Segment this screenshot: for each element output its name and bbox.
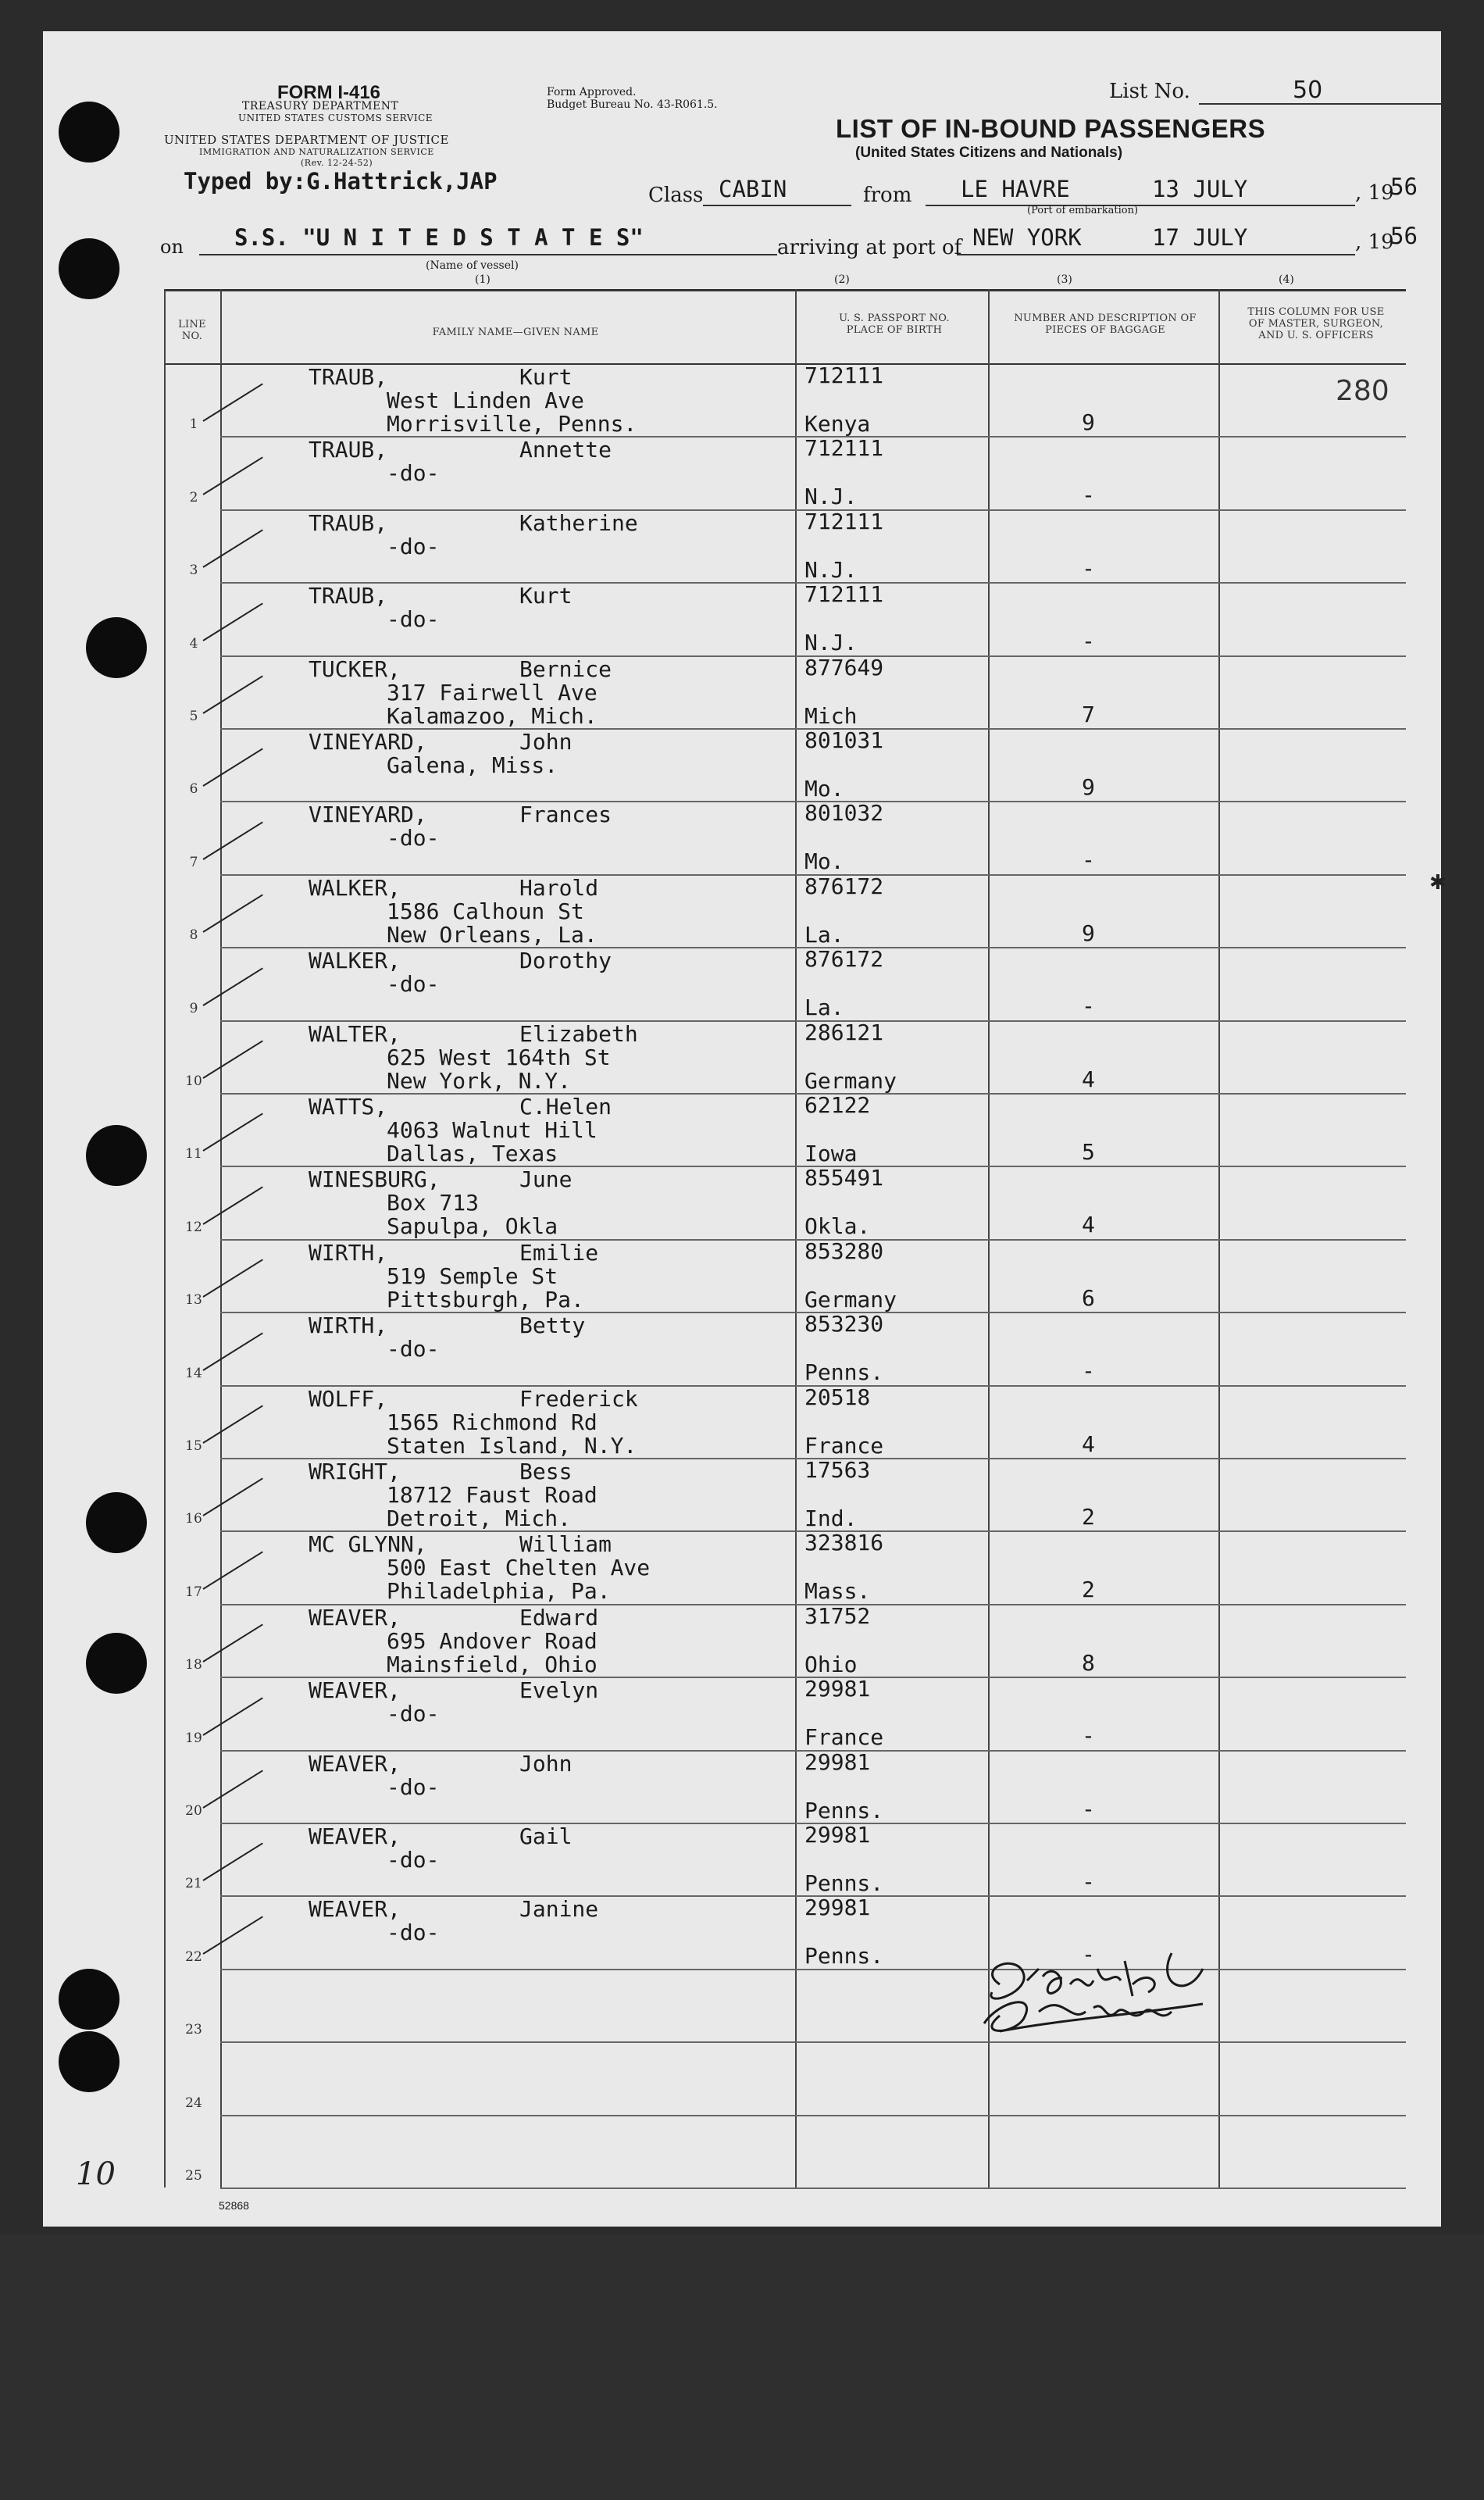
place-of-birth: Ohio	[804, 1651, 858, 1677]
baggage-count: -	[1082, 628, 1095, 655]
baggage-count: -	[1082, 482, 1095, 509]
baggage-count: -	[1082, 847, 1095, 873]
row-rule	[220, 2188, 1406, 2189]
check-tick-mark	[202, 1916, 262, 1954]
check-tick-mark	[202, 456, 262, 495]
address-line-2: Morrisville, Penns.	[387, 411, 637, 437]
table-row	[164, 509, 1406, 582]
given-name: Elizabeth	[519, 1020, 638, 1047]
given-name: Harold	[519, 874, 599, 901]
port-of-embarkation: LE HAVRE	[961, 176, 1070, 202]
punch-hole	[86, 1492, 147, 1553]
address-line-1: -do-	[387, 1701, 440, 1727]
passport-number: 29981	[804, 1748, 871, 1775]
place-of-birth: N.J.	[804, 630, 858, 656]
check-tick-mark	[202, 384, 262, 422]
table-row	[164, 874, 1406, 947]
baggage-count: 4	[1082, 1430, 1095, 1457]
address-line-1: -do-	[387, 606, 440, 633]
place-of-birth: Penns.	[804, 1870, 884, 1896]
header-baggage: NUMBER AND DESCRIPTION OF PIECES OF BAGGAGE	[1014, 312, 1197, 336]
address-line-1: -do-	[387, 460, 440, 487]
passport-number: 29981	[804, 1822, 871, 1848]
document-subtitle: (United States Citizens and Nationals)	[855, 145, 1123, 161]
baggage-count: -	[1082, 1941, 1095, 1968]
table-row	[164, 1093, 1406, 1166]
typed-by: Typed by:G.Hattrick,JAP	[184, 168, 498, 195]
col-1-marker: (1)	[475, 273, 491, 286]
line-number: 13	[185, 1292, 202, 1309]
given-name: Frances	[519, 802, 612, 828]
ins-service: IMMIGRATION AND NATURALIZATION SERVICE	[199, 147, 434, 157]
baggage-count: 7	[1082, 701, 1095, 727]
family-name: WEAVER,	[309, 1823, 401, 1849]
punch-hole	[59, 238, 120, 299]
line-number: 24	[185, 2095, 202, 2111]
baggage-count: -	[1082, 993, 1095, 1020]
line-number: 11	[185, 1146, 202, 1162]
on-label: on	[160, 236, 184, 258]
line-number: 8	[189, 927, 198, 944]
check-tick-mark	[202, 895, 262, 933]
check-tick-mark	[202, 1478, 262, 1516]
family-name: WEAVER,	[309, 1604, 401, 1630]
family-name: WALTER,	[309, 1020, 401, 1047]
punch-hole	[59, 1969, 120, 2030]
table-row	[164, 1166, 1406, 1238]
place-of-birth: Germany	[804, 1067, 897, 1094]
family-name: WIRTH,	[309, 1312, 388, 1339]
passenger-list-sheet	[43, 31, 1447, 2227]
table-row	[164, 436, 1406, 509]
passport-number: 876172	[804, 873, 884, 899]
table-row	[164, 1312, 1406, 1384]
passport-number: 29981	[804, 1676, 871, 1702]
place-of-birth: Mich	[804, 702, 858, 729]
given-name: Emilie	[519, 1239, 599, 1266]
given-name: Betty	[519, 1312, 586, 1339]
table-row	[164, 1823, 1406, 1895]
line-number: 21	[185, 1876, 202, 1892]
table-row	[164, 1750, 1406, 1823]
place-of-birth: Mo.	[804, 776, 844, 802]
passport-number: 31752	[804, 1602, 871, 1629]
passport-number: 62122	[804, 1092, 871, 1118]
header-line-no: LINE NO.	[178, 319, 206, 342]
check-tick-mark	[202, 1624, 262, 1662]
line-number: 6	[189, 781, 198, 798]
place-of-birth: Germany	[804, 1286, 897, 1312]
passport-number: 712111	[804, 435, 884, 462]
passport-number: 20518	[804, 1384, 871, 1410]
arrive-year: 56	[1390, 223, 1418, 249]
address-line-1: -do-	[387, 1847, 440, 1873]
place-of-birth: Kenya	[804, 411, 871, 437]
baggage-count: -	[1082, 1723, 1095, 1749]
address-line-2: Mainsfield, Ohio	[387, 1651, 598, 1677]
family-name: WRIGHT,	[309, 1459, 401, 1484]
check-tick-mark	[202, 1697, 262, 1735]
check-tick-mark	[202, 1551, 262, 1589]
passport-number: 323816	[804, 1530, 884, 1556]
line-number: 9	[189, 1000, 198, 1016]
given-name: William	[519, 1531, 612, 1558]
family-name: WOLFF,	[309, 1385, 388, 1412]
table-row	[164, 1677, 1406, 1749]
family-name: TRAUB,	[309, 437, 388, 463]
baggage-count: 2	[1082, 1504, 1095, 1530]
family-name: WATTS,	[309, 1094, 388, 1120]
passport-number: 801031	[804, 727, 884, 753]
family-name: WEAVER,	[309, 1896, 401, 1923]
list-no-label: List No.	[1109, 80, 1190, 103]
given-name: Bess	[519, 1459, 573, 1484]
family-name: TRAUB,	[309, 509, 388, 536]
margin-ink-mark: ✱	[1429, 871, 1447, 895]
check-tick-mark	[202, 1186, 262, 1224]
address-line-2: Staten Island, N.Y.	[387, 1432, 637, 1459]
place-of-birth: N.J.	[804, 556, 858, 583]
check-tick-mark	[202, 1843, 262, 1881]
address-line-2: New Orleans, La.	[387, 921, 598, 948]
baggage-count: 8	[1082, 1649, 1095, 1676]
punch-hole	[86, 1125, 147, 1186]
family-name: TRAUB,	[309, 583, 388, 609]
given-name: Dorothy	[519, 948, 612, 974]
vessel-caption: (Name of vessel)	[426, 259, 519, 272]
col-2-marker: (2)	[834, 273, 850, 286]
address-line-2: New York, N.Y.	[387, 1067, 572, 1094]
passport-number: 286121	[804, 1019, 884, 1045]
line-number: 3	[189, 562, 198, 579]
address-line-1: 1586 Calhoun St	[387, 898, 584, 924]
baggage-count: 4	[1082, 1212, 1095, 1238]
given-name: Edward	[519, 1604, 599, 1630]
list-no-value: 50	[1293, 77, 1323, 104]
check-tick-mark	[202, 1770, 262, 1808]
baggage-count: -	[1082, 1869, 1095, 1895]
address-line-2: Sapulpa, Okla	[387, 1213, 558, 1240]
header-officers: THIS COLUMN FOR USE OF MASTER, SURGEON, AND U. S. OFFICERS	[1247, 306, 1385, 341]
line-number: 4	[189, 635, 198, 652]
family-name: WIRTH,	[309, 1239, 388, 1266]
table-row	[164, 947, 1406, 1020]
col-4-marker: (4)	[1279, 273, 1294, 286]
address-line-1: 4063 Walnut Hill	[387, 1117, 598, 1143]
line-number: 1	[189, 416, 198, 433]
address-line-1: -do-	[387, 971, 440, 998]
given-name: Frederick	[519, 1385, 638, 1412]
place-of-birth: Mo.	[804, 848, 844, 875]
address-line-1: 695 Andover Road	[387, 1627, 598, 1654]
table-row	[164, 801, 1406, 873]
given-name: June	[519, 1166, 573, 1193]
baggage-count: 5	[1082, 1139, 1095, 1165]
given-name: John	[519, 1750, 573, 1777]
customs-service: UNITED STATES CUSTOMS SERVICE	[238, 112, 433, 123]
check-tick-mark	[202, 1113, 262, 1152]
place-of-birth: Penns.	[804, 1359, 884, 1386]
given-name: Annette	[519, 437, 612, 463]
line-number: 19	[185, 1730, 202, 1746]
place-of-birth: Ind.	[804, 1505, 858, 1531]
given-name: John	[519, 729, 573, 755]
passport-number: 877649	[804, 654, 884, 680]
header-family-name: FAMILY NAME—GIVEN NAME	[432, 327, 599, 338]
given-name: Kurt	[519, 583, 573, 609]
arriving-label: arriving at port of	[777, 236, 962, 259]
line-number: 7	[189, 854, 198, 870]
passport-number: 853230	[804, 1311, 884, 1338]
officer-note: 280	[1336, 375, 1389, 407]
punch-hole	[59, 102, 120, 162]
table-row	[164, 1458, 1406, 1530]
baggage-count: -	[1082, 555, 1095, 581]
address-line-2: Dallas, Texas	[387, 1141, 558, 1166]
check-tick-mark	[202, 1259, 262, 1298]
address-line-1: West Linden Ave	[387, 388, 584, 413]
place-of-birth: France	[804, 1724, 884, 1751]
address-line-1: -do-	[387, 1336, 440, 1362]
vessel-line	[199, 254, 777, 255]
line-number: 18	[185, 1657, 202, 1673]
table-row	[164, 728, 1406, 801]
line-number: 20	[185, 1802, 202, 1819]
header-passport: U. S. PASSPORT NO. PLACE OF BIRTH	[839, 312, 950, 336]
family-name: TRAUB,	[309, 364, 388, 390]
arrive-year-prefix: , 19	[1355, 230, 1394, 254]
form-approved: Form Approved.	[547, 86, 637, 98]
justice-dept: UNITED STATES DEPARTMENT OF JUSTICE	[164, 133, 449, 147]
table-row	[164, 655, 1406, 728]
punch-hole	[59, 2031, 120, 2092]
family-name: WINESBURG,	[309, 1166, 441, 1193]
address-line-1: -do-	[387, 1773, 440, 1800]
line-number: 15	[185, 1438, 202, 1454]
check-tick-mark	[202, 821, 262, 859]
table-row	[164, 2115, 1406, 2188]
officer-signature	[969, 1938, 1250, 2055]
family-name: WALKER,	[309, 874, 401, 901]
form-code: 52868	[219, 2199, 249, 2212]
address-line-1: 18712 Faust Road	[387, 1482, 598, 1508]
place-of-birth: Mass.	[804, 1578, 871, 1605]
address-line-1: 317 Fairwell Ave	[387, 679, 598, 705]
check-tick-mark	[202, 602, 262, 641]
address-line-1: 500 East Chelten Ave	[387, 1555, 651, 1581]
place-of-birth: La.	[804, 921, 844, 948]
family-name: WEAVER,	[309, 1677, 401, 1704]
from-label: from	[863, 184, 912, 207]
port-embark-line	[926, 205, 1355, 206]
given-name: Evelyn	[519, 1677, 599, 1704]
address-line-1: -do-	[387, 825, 440, 852]
place-of-birth: France	[804, 1432, 884, 1459]
port-of-arrival: NEW YORK	[972, 224, 1082, 251]
arrival-date: 17 JULY	[1152, 224, 1248, 251]
class-line	[703, 205, 851, 206]
embarkation-date: 13 JULY	[1152, 176, 1248, 202]
line-number: 17	[185, 1584, 202, 1600]
address-line-1: Galena, Miss.	[387, 752, 558, 778]
passport-number: 712111	[804, 362, 884, 388]
line-number: 14	[185, 1365, 202, 1381]
passport-number: 17563	[804, 1457, 871, 1483]
line-number: 10	[185, 1073, 202, 1089]
place-of-birth: La.	[804, 995, 844, 1021]
place-of-birth: N.J.	[804, 484, 858, 510]
line-number: 12	[185, 1219, 202, 1235]
family-name: MC GLYNN,	[309, 1531, 427, 1558]
passport-number: 29981	[804, 1895, 871, 1921]
line-number: 25	[185, 2167, 202, 2184]
family-name: WEAVER,	[309, 1750, 401, 1777]
line-number: 16	[185, 1511, 202, 1527]
class-label: Class	[648, 184, 704, 207]
address-line-2: Pittsburgh, Pa.	[387, 1286, 584, 1312]
address-line-2: Philadelphia, Pa.	[387, 1578, 611, 1605]
check-tick-mark	[202, 1405, 262, 1443]
address-line-1: 519 Semple St	[387, 1262, 558, 1289]
embark-year: 56	[1390, 173, 1418, 200]
line-number: 5	[189, 708, 198, 724]
table-row	[164, 1530, 1406, 1603]
port-embark-caption: (Port of embarkation)	[1027, 205, 1139, 216]
passport-number: 712111	[804, 581, 884, 608]
given-name: Gail	[519, 1823, 573, 1849]
line-number: 2	[189, 489, 198, 505]
family-name: VINEYARD,	[309, 729, 427, 755]
class-value: CABIN	[719, 176, 787, 202]
port-arrive-line	[957, 254, 1355, 255]
given-name: Bernice	[519, 655, 612, 682]
address-line-2: Detroit, Mich.	[387, 1505, 572, 1531]
passport-number: 876172	[804, 946, 884, 973]
address-line-2: Kalamazoo, Mich.	[387, 702, 598, 729]
place-of-birth: Penns.	[804, 1797, 884, 1823]
form-number: FORM I-416	[277, 82, 381, 103]
passport-number: 712111	[804, 508, 884, 534]
baggage-count: 6	[1082, 1284, 1095, 1311]
passenger-table	[164, 289, 1406, 2188]
given-name: Kurt	[519, 364, 573, 390]
scan-background	[0, 2234, 1484, 2500]
check-tick-mark	[202, 748, 262, 787]
check-tick-mark	[202, 1332, 262, 1370]
family-name: VINEYARD,	[309, 802, 427, 828]
col-3-marker: (3)	[1057, 273, 1072, 286]
baggage-count: 9	[1082, 920, 1095, 946]
place-of-birth: Iowa	[804, 1141, 858, 1166]
table-row	[164, 1020, 1406, 1093]
address-line-1: 625 West 164th St	[387, 1044, 611, 1070]
table-row	[164, 1604, 1406, 1677]
form-revision: (Rev. 12-24-52)	[301, 158, 373, 168]
document-title: LIST OF IN-BOUND PASSENGERS	[836, 114, 1266, 143]
table-row	[164, 1385, 1406, 1458]
given-name: C.Helen	[519, 1094, 612, 1120]
check-tick-mark	[202, 1040, 262, 1078]
check-tick-mark	[202, 967, 262, 1005]
place-of-birth: Penns.	[804, 1943, 884, 1970]
budget-bureau: Budget Bureau No. 43-R061.5.	[547, 98, 718, 111]
address-line-1: Box 713	[387, 1190, 480, 1216]
treasury-dept: TREASURY DEPARTMENT	[242, 100, 399, 112]
baggage-count: 4	[1082, 1066, 1095, 1092]
baggage-count: 9	[1082, 774, 1095, 800]
given-name: Janine	[519, 1896, 599, 1923]
margin-mark: 10	[76, 2156, 116, 2192]
check-tick-mark	[202, 530, 262, 568]
baggage-count: -	[1082, 1358, 1095, 1384]
family-name: WALKER,	[309, 948, 401, 974]
given-name: Katherine	[519, 509, 638, 536]
passport-number: 801032	[804, 800, 884, 827]
place-of-birth: Okla.	[804, 1213, 871, 1240]
punch-hole	[86, 1633, 147, 1694]
table-row	[164, 1239, 1406, 1312]
baggage-count: -	[1082, 1795, 1095, 1822]
baggage-count: 2	[1082, 1577, 1095, 1603]
address-line-1: -do-	[387, 533, 440, 559]
line-number: 22	[185, 1948, 202, 1965]
line-number: 23	[185, 2022, 202, 2038]
punch-hole	[86, 617, 147, 678]
vessel-name: S.S. "U N I T E D S T A T E S"	[234, 224, 644, 251]
address-line-1: -do-	[387, 1920, 440, 1946]
check-tick-mark	[202, 675, 262, 713]
family-name: TUCKER,	[309, 655, 401, 682]
baggage-count: 9	[1082, 409, 1095, 435]
address-line-1: 1565 Richmond Rd	[387, 1409, 598, 1435]
passport-number: 855491	[804, 1165, 884, 1191]
embark-year-prefix: , 19	[1355, 181, 1394, 205]
passport-number: 853280	[804, 1238, 884, 1264]
table-row	[164, 582, 1406, 655]
table-row	[164, 363, 1406, 436]
